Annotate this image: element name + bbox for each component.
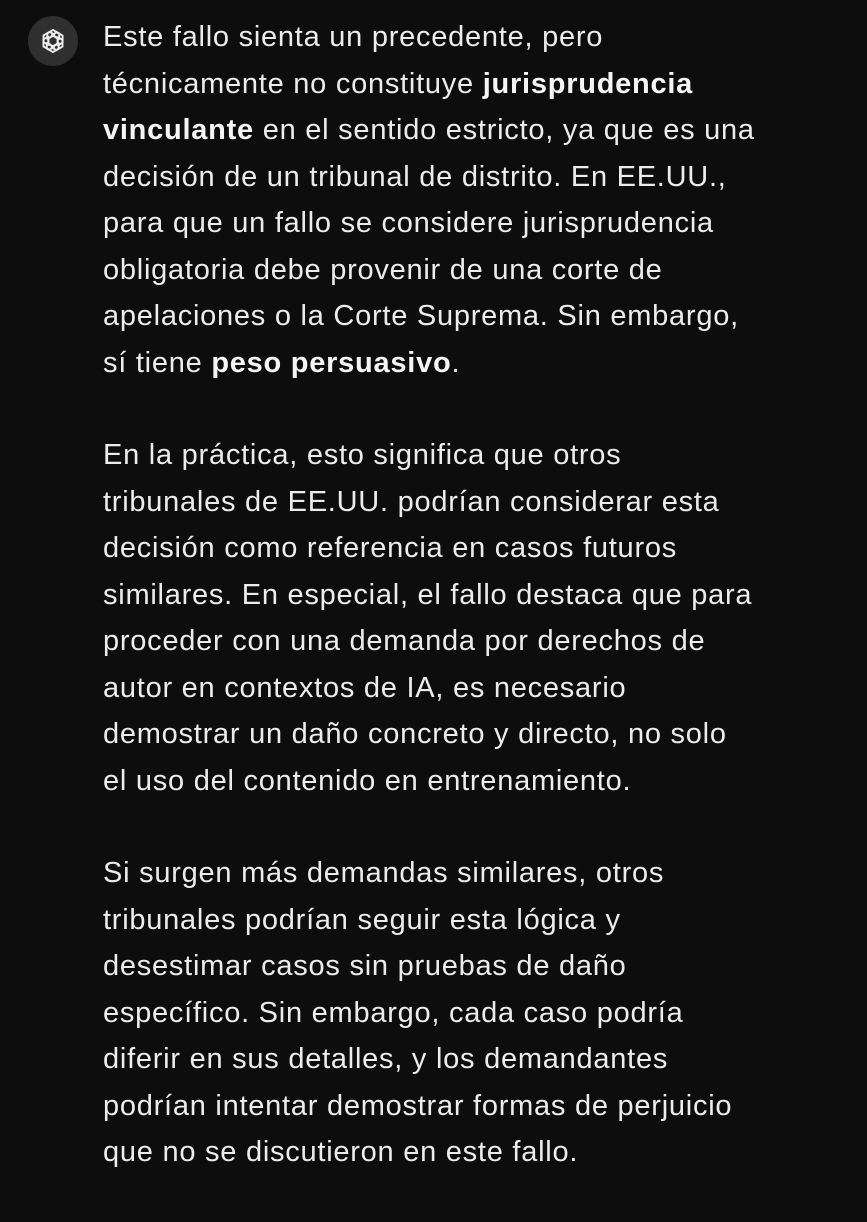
bold-text: jurisprudencia (482, 67, 694, 100)
text-segment: que no se discutieron en este fallo. (103, 1136, 579, 1168)
text-line (103, 1036, 848, 1083)
text-segment: . (451, 346, 461, 379)
text-segment: decisión como referencia en casos futuros (103, 532, 677, 564)
text-segment: desestimar casos sin pruebas de daño (103, 950, 627, 982)
text-line (103, 850, 848, 897)
text-line (103, 247, 848, 294)
text-line (103, 107, 848, 154)
text-segment: el uso del contenido en entrenamiento. (103, 764, 632, 797)
text-segment: sí tiene (103, 346, 212, 379)
text-line (103, 14, 848, 61)
message-paragraph (103, 14, 848, 386)
text-segment: apelaciones o la Corte Suprema. Sin embargo, (103, 300, 739, 332)
text-segment: similares. En especial, el fallo destaca que para (103, 578, 753, 611)
text-segment: demostrar un daño concreto y directo, no solo (103, 718, 727, 750)
text-line (103, 618, 848, 665)
text-line (103, 293, 848, 340)
text-segment: específico. Sin embargo, cada caso podría (103, 996, 684, 1029)
text-line (103, 711, 848, 758)
text-line (103, 897, 848, 944)
text-segment: proceder con una demanda por derechos de (103, 625, 706, 657)
text-segment: decisión de un tribunal de distrito. En EE.UU., (103, 160, 727, 193)
text-segment: tribunales de EE.UU. podrían considerar esta (103, 485, 720, 518)
text-segment: obligatoria debe provenir de una corte de (103, 253, 663, 286)
text-segment: tribunales podrían seguir esta lógica y (103, 903, 621, 936)
message-paragraph (103, 850, 848, 1176)
bold-text: peso persuasivo (211, 346, 452, 379)
assistant-avatar (28, 16, 78, 66)
text-line (103, 525, 848, 572)
text-segment: En la práctica, esto significa que otros (103, 439, 622, 471)
text-segment: para que un fallo se considere jurisprudencia (103, 207, 714, 239)
message-content (103, 14, 848, 1222)
bold-text: vinculante (103, 114, 254, 146)
text-line (103, 154, 848, 201)
text-line (103, 61, 848, 108)
text-line (103, 758, 848, 805)
text-segment: podrían intentar demostrar formas de perjuicio (103, 1089, 733, 1122)
text-line (103, 665, 848, 712)
text-segment: técnicamente no constituye (103, 67, 483, 100)
openai-logo-icon (36, 24, 70, 58)
text-line (103, 943, 848, 990)
message-paragraph (103, 432, 848, 804)
text-segment: autor en contextos de IA, es necesario (103, 671, 627, 704)
text-line (103, 572, 848, 619)
text-line (103, 200, 848, 247)
text-segment: Este fallo sienta un precedente, pero (103, 21, 604, 53)
text-line (103, 1129, 848, 1176)
text-line (103, 340, 848, 387)
text-segment: en el sentido estricto, ya que es una (253, 114, 755, 146)
text-segment: diferir en sus detalles, y los demandantes (103, 1043, 669, 1075)
text-line (103, 1083, 848, 1130)
text-line (103, 990, 848, 1037)
text-line (103, 479, 848, 526)
text-segment: Si surgen más demandas similares, otros (103, 857, 665, 889)
text-line (103, 432, 848, 479)
